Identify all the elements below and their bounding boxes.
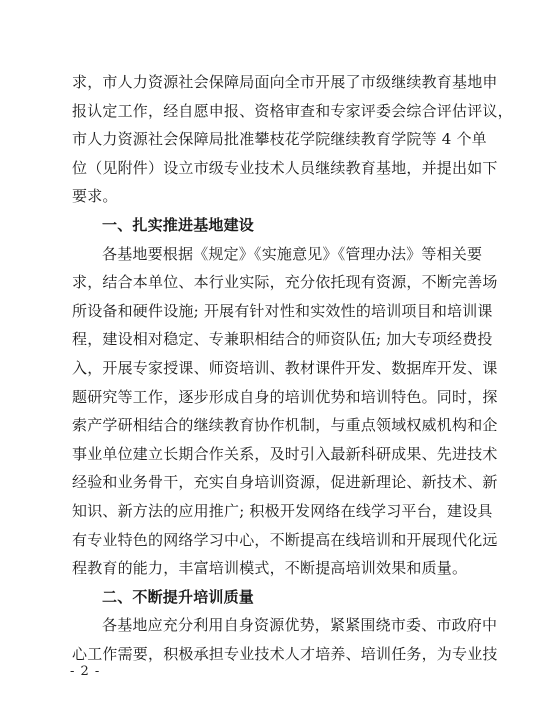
text-line: 知识、新方法的应用推广; 积极开发网络在线学习平台，建设具 bbox=[72, 501, 493, 520]
text-line: 入，开展专家授课、师资培训、教材课件开发、数据库开发、课 bbox=[72, 358, 498, 377]
text-line: 位（见附件）设立市级专业技术人员继续教育基地，并提出如下 bbox=[72, 158, 498, 177]
text-line: 市人力资源社会保障局批准攀枝花学院继续教育学院等 4 个单 bbox=[72, 130, 487, 149]
text-line: 程教育的能力，丰富培训模式，不断提高培训效果和质量。 bbox=[72, 559, 468, 578]
page-number: - 2 - bbox=[70, 664, 101, 679]
text-line: 报认定工作，经自愿申报、资格审查和专家评委会综合评估评议， bbox=[72, 101, 513, 120]
text-line: 经验和业务骨干，充实自身培训资源，促进新理论、新技术、新 bbox=[72, 473, 498, 492]
text-line: 所设备和硬件设施; 开展有针对性和实效性的培训项目和培训课 bbox=[72, 301, 493, 320]
paragraph-training-quality bbox=[72, 611, 498, 668]
paragraph-base-construction bbox=[72, 240, 498, 583]
text-line: 各基地要根据《规定》《实施意见》《管理办法》等相关要 bbox=[102, 244, 483, 263]
text-line: 要求。 bbox=[72, 187, 118, 206]
paragraph-intro bbox=[72, 68, 513, 211]
document-body bbox=[72, 68, 513, 668]
text-line: 求，市人力资源社会保障局面向全市开展了市级继续教育基地申 bbox=[72, 73, 498, 91]
section-heading-2: 二、不断提升培训质量 bbox=[102, 587, 255, 606]
text-line: 各基地应充分利用自身资源优势，紧紧围绕市委、市政府中 bbox=[102, 616, 498, 635]
text-line: 事业单位建立长期合作关系，及时引入最新科研成果、先进技术 bbox=[72, 444, 498, 463]
text-line: 心工作需要，积极承担专业技术人才培养、培训任务，为专业技 bbox=[72, 644, 498, 663]
text-line: 求，结合本单位、本行业实际，充分依托现有资源，不断完善场 bbox=[72, 273, 498, 292]
text-line: 有专业特色的网络学习中心，不断提高在线培训和开展现代化远 bbox=[72, 530, 498, 549]
text-line: 索产学研相结合的继续教育协作机制，与重点领域权威机构和企 bbox=[72, 416, 498, 435]
text-line: 题研究等工作，逐步形成自身的培训优势和培训特色。同时，探 bbox=[72, 387, 498, 406]
section-heading-1: 一、扎实推进基地建设 bbox=[102, 215, 255, 234]
text-line: 程，建设相对稳定、专兼职相结合的师资队伍; 加大专项经费投 bbox=[72, 330, 493, 349]
